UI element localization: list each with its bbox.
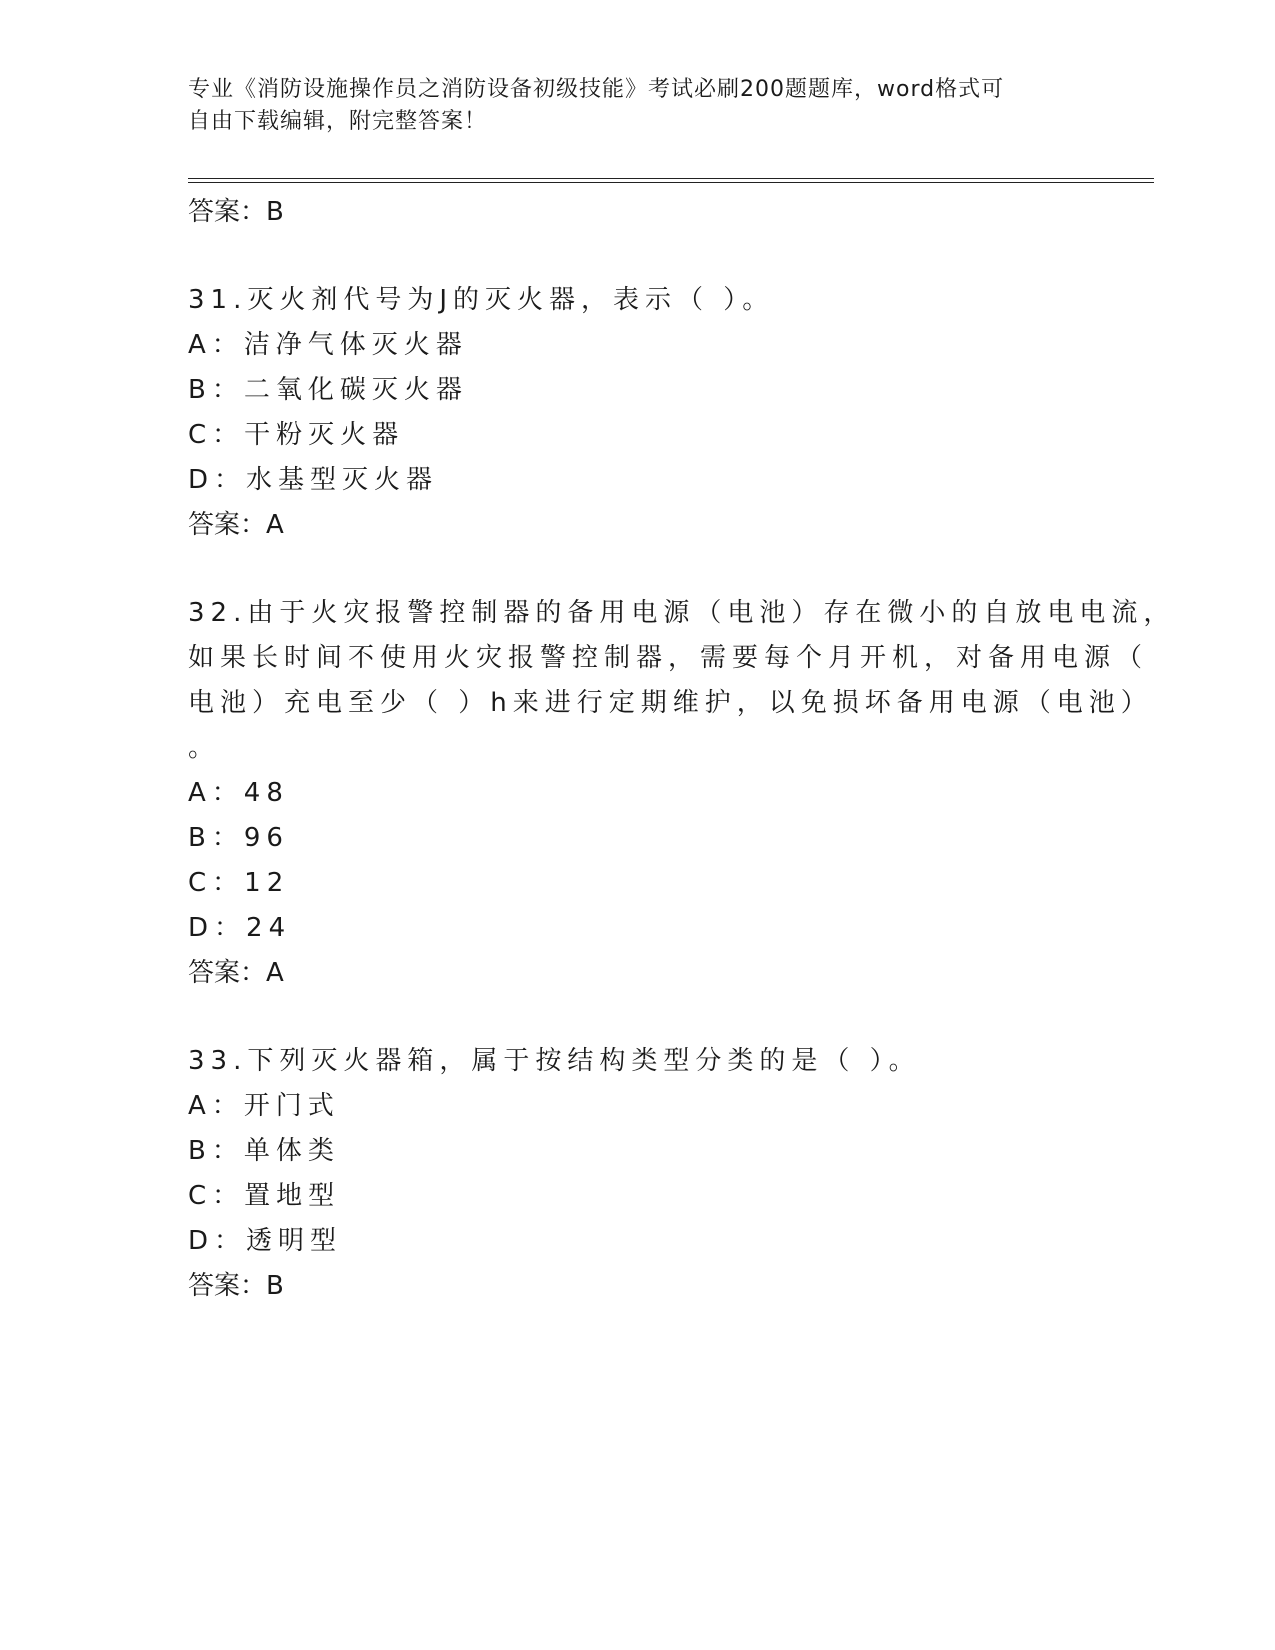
document-header xyxy=(188,74,1068,138)
question-text-line-3: 电池）充电至少（ ）h来进行定期维护，以免损坏备用电源（电池） xyxy=(188,688,1153,718)
question-32 xyxy=(188,591,1176,995)
question-text: 33.下列灭火器箱，属于按结构类型分类的是（ ）。 xyxy=(188,1046,921,1076)
spacer xyxy=(188,995,1088,1039)
answer: 答案：A xyxy=(188,958,284,988)
header-line-1: 专业《消防设施操作员之消防设备初级技能》考试必刷200题题库，word格式可 xyxy=(188,77,1005,102)
option-a: A：48 xyxy=(188,778,289,808)
option-b: B：单体类 xyxy=(188,1136,340,1166)
question-text: 31.灭火剂代号为J的灭火器，表示（ ）。 xyxy=(188,285,775,315)
option-c: C：12 xyxy=(188,868,290,898)
question-31 xyxy=(188,278,1088,547)
spacer xyxy=(188,234,1088,278)
option-a: A：开门式 xyxy=(188,1091,340,1121)
answer: 答案：A xyxy=(188,510,284,540)
header-line-2: 自由下载编辑，附完整答案！ xyxy=(188,109,488,134)
previous-answer: 答案：B xyxy=(188,197,284,227)
option-b: B：二氧化碳灭火器 xyxy=(188,375,468,405)
option-c: C：干粉灭火器 xyxy=(188,420,405,450)
header-rule-top xyxy=(188,178,1154,179)
answer: 答案：B xyxy=(188,1271,284,1301)
option-c: C：置地型 xyxy=(188,1181,341,1211)
spacer xyxy=(188,547,1088,591)
question-33 xyxy=(188,1039,1088,1308)
option-d: D：水基型灭火器 xyxy=(188,465,439,495)
option-d: D：24 xyxy=(188,913,292,943)
question-text-line-1: 32.由于火灾报警控制器的备用电源（电池）存在微小的自放电电流， xyxy=(188,598,1176,628)
option-d: D：透明型 xyxy=(188,1226,343,1256)
option-a: A：洁净气体灭火器 xyxy=(188,330,468,360)
question-text-line-2: 如果长时间不使用火灾报警控制器，需要每个月开机，对备用电源（ xyxy=(188,643,1149,673)
question-list xyxy=(188,190,1176,1308)
option-b: B：96 xyxy=(188,823,289,853)
header-rule-bottom xyxy=(188,182,1154,183)
question-text-line-4: 。 xyxy=(188,733,221,763)
